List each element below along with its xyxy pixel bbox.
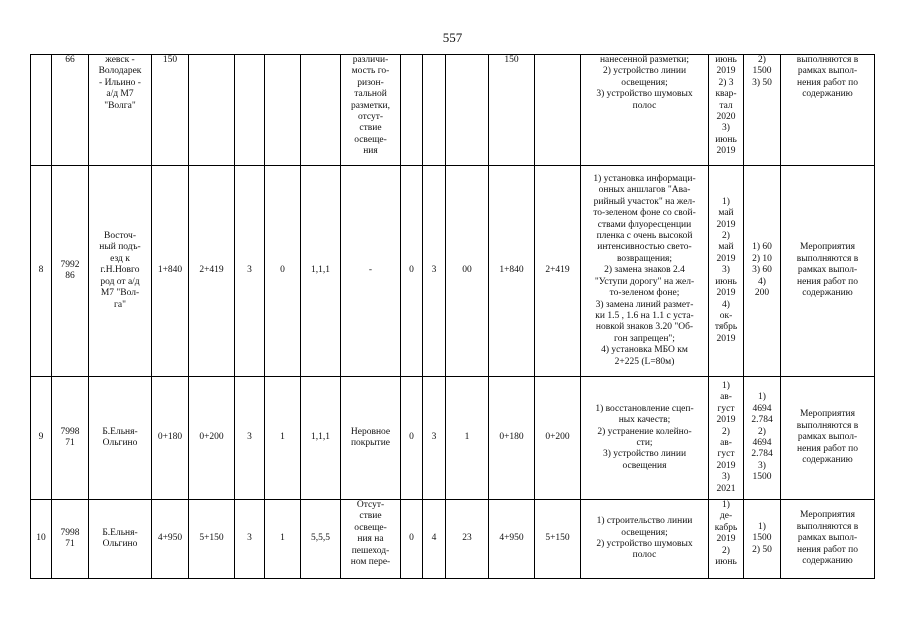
measures-cell: 1) установка информаци- онных аншлагов "Ава- рийный участок" на жел- то-зеленом фоне со свой- ствами флуоресценции пленка с очень высокой интенсивностью свето- возвращения; 2) замена знаков 2.4 "Уступи дорогу" на жел- то-зеленом фоне; 3) замена линий размет- ки 1.5 , 1.6 на 1.1 с уста- новкой знаков 3.20 "Об- гон запрещен"; 4) установка МБО км 2+225 (L=80м)	[581, 166, 709, 377]
road-safety-table	[30, 54, 875, 579]
value-cell: 5,5,5	[301, 500, 341, 579]
table-row	[31, 377, 875, 500]
road-id-cell: 7998 71	[52, 377, 89, 500]
road-name-cell: Восточ- ный подъ- езд к г.Н.Новго род от а/д М7 "Вол- га"	[89, 166, 152, 377]
measures-cell: 1) восстановление сцеп- ных качеств; 2) устранение колейно- сти; 3) устройство линии освещения	[581, 377, 709, 500]
start-km-cell: 1+840	[152, 166, 189, 377]
table-row	[31, 55, 875, 166]
amounts-cell: 2) 1500 3) 50	[744, 55, 781, 166]
value-cell: 3	[423, 377, 446, 500]
measures-cell: нанесенной разметки; 2) устройство линии освещения; 3) устройство шумовых полос	[581, 55, 709, 166]
note-cell: Мероприятия выполняются в рамках выпол- нения работ по содержанию	[781, 166, 875, 377]
road-id-cell: 66	[52, 55, 89, 166]
value-cell: 3	[235, 377, 265, 500]
row-number-cell	[31, 55, 52, 166]
start-km-cell: 150	[152, 55, 189, 166]
note-cell: Мероприятия выполняются в рамках выпол- нения работ по содержанию	[781, 377, 875, 500]
fix-start-cell: 1+840	[489, 166, 535, 377]
table-row	[31, 500, 875, 579]
note-cell: Мероприятия выполняются в рамках выпол- нения работ по содержанию	[781, 500, 875, 579]
road-id-cell: 7992 86	[52, 166, 89, 377]
note-cell: выполняются в рамках выпол- нения работ по содержанию	[781, 55, 875, 166]
value-cell: 1	[265, 500, 301, 579]
end-km-cell: 0+200	[189, 377, 235, 500]
value-cell: 3	[235, 166, 265, 377]
value-cell: 3	[423, 166, 446, 377]
value-cell: 1,1,1	[301, 166, 341, 377]
table-row	[31, 166, 875, 377]
value-cell: 0	[401, 166, 423, 377]
value-cell	[446, 55, 489, 166]
dates-cell: 1) ав- густ 2019 2) ав- густ 2019 3) 2021	[709, 377, 744, 500]
fix-start-cell: 150	[489, 55, 535, 166]
page-number: 557	[442, 30, 463, 45]
dates-cell: 1) де- кабрь 2019 2) июнь	[709, 500, 744, 579]
value-cell: 3	[235, 500, 265, 579]
problem-cell: -	[341, 166, 401, 377]
value-cell: 00	[446, 166, 489, 377]
fix-end-cell	[535, 55, 581, 166]
fix-start-cell: 4+950	[489, 500, 535, 579]
fix-end-cell: 5+150	[535, 500, 581, 579]
row-number-cell: 10	[31, 500, 52, 579]
value-cell	[401, 55, 423, 166]
value-cell	[265, 55, 301, 166]
amounts-cell: 1) 60 2) 10 3) 60 4) 200	[744, 166, 781, 377]
amounts-cell: 1) 1500 2) 50	[744, 500, 781, 579]
problem-cell: различи- мость го- ризон- тальной разметки, отсут- ствие освеще- ния	[341, 55, 401, 166]
end-km-cell: 2+419	[189, 166, 235, 377]
problem-cell: Неровное покрытие	[341, 377, 401, 500]
fix-start-cell: 0+180	[489, 377, 535, 500]
row-number-cell: 9	[31, 377, 52, 500]
row-number-cell: 8	[31, 166, 52, 377]
road-name-cell: жевск - Володарек - Ильино - а/д М7 "Волга"	[89, 55, 152, 166]
fix-end-cell: 2+419	[535, 166, 581, 377]
end-km-cell: 5+150	[189, 500, 235, 579]
value-cell: 0	[401, 500, 423, 579]
dates-cell: 1) май 2019 2) май 2019 3) июнь 2019 4) ок- тябрь 2019	[709, 166, 744, 377]
start-km-cell: 4+950	[152, 500, 189, 579]
value-cell: 0	[401, 377, 423, 500]
fix-end-cell: 0+200	[535, 377, 581, 500]
road-name-cell: Б.Ельня- Ольгино	[89, 377, 152, 500]
value-cell: 1	[446, 377, 489, 500]
value-cell: 1	[265, 377, 301, 500]
value-cell: 23	[446, 500, 489, 579]
problem-cell: Отсут- ствие освеще- ния на пешеход- ном пере-	[341, 500, 401, 579]
start-km-cell: 0+180	[152, 377, 189, 500]
value-cell	[235, 55, 265, 166]
end-km-cell	[189, 55, 235, 166]
dates-cell: июнь 2019 2) 3 квар- тал 2020 3) июнь 2019	[709, 55, 744, 166]
value-cell: 1,1,1	[301, 377, 341, 500]
road-name-cell: Б.Ельня- Ольгино	[89, 500, 152, 579]
value-cell	[301, 55, 341, 166]
amounts-cell: 1) 4694 2.784 2) 4694 2.784 3) 1500	[744, 377, 781, 500]
value-cell: 0	[265, 166, 301, 377]
value-cell: 4	[423, 500, 446, 579]
road-id-cell: 7998 71	[52, 500, 89, 579]
measures-cell: 1) строительство линии освещения; 2) устройство шумовых полос	[581, 500, 709, 579]
value-cell	[423, 55, 446, 166]
